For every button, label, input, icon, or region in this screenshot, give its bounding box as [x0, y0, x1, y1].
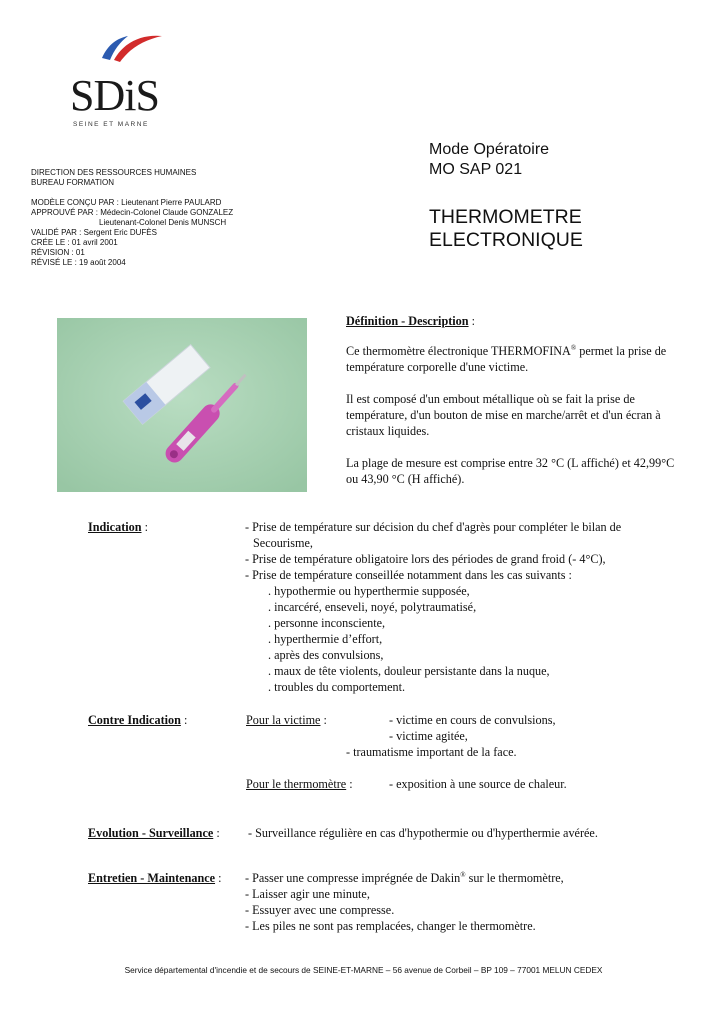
- definition-heading-suffix: :: [468, 314, 475, 328]
- approuve-text: APPROUVÉ PAR : Médecin-Colonel Claude GONZALEZ: [31, 208, 234, 217]
- pour-la-victime-suffix: :: [320, 713, 327, 727]
- indication-sub-item: . maux de tête violents, douleur persistante dans la nuque,: [268, 664, 550, 678]
- evolution-label-block: [88, 825, 220, 841]
- registered-mark: ®: [460, 871, 466, 879]
- definition-paragraph-2: Il est composé d'un embout métallique où se fait la prise de température, d'un bouton de mise en marche/arrêt et d'un écran à cristaux liquides.: [346, 392, 661, 438]
- indication-line-1b: Secourisme,: [253, 536, 313, 550]
- entretien-suffix: :: [215, 871, 222, 885]
- pour-le-thermometre-suffix: :: [346, 777, 353, 791]
- mode-code: MO SAP 021: [429, 161, 523, 178]
- document-title: [429, 206, 583, 252]
- entretien-label: Entretien - Maintenance: [88, 871, 216, 885]
- pour-le-thermometre-label: Pour le thermomètre: [246, 777, 347, 791]
- indication-sub-item: . après des convulsions,: [268, 648, 384, 662]
- valide-text: VALIDÉ PAR : Sergent Eric DUFÈS: [31, 228, 157, 237]
- entretien-body: [245, 870, 564, 934]
- entretien-l1-b: sur le thermomètre,: [465, 871, 564, 885]
- contre-indication-label: Contre Indication: [88, 713, 181, 727]
- pour-le-thermometre: [246, 776, 353, 792]
- victime-item-1: - victime en cours de convulsions,: [389, 713, 556, 727]
- title-line-2: ELECTRONIQUE: [429, 229, 583, 251]
- indication-label: Indication: [88, 520, 142, 534]
- entretien-line-4: - Les piles ne sont pas remplacées, changer le thermomètre.: [245, 919, 536, 933]
- indication-line-2: - Prise de température obligatoire lors des périodes de grand froid (- 4°C),: [245, 552, 606, 566]
- definition-paragraph-3: La plage de mesure est comprise entre 32 °C (L affiché) et 42,99°C ou 43,90 °C (H affiché).: [346, 456, 675, 486]
- page-footer: Service départemental d'incendie et de secours de SEINE-ET-MARNE – 56 avenue de Corbeil – BP 109 – 77001 MELUN CEDEX: [124, 965, 603, 975]
- definition-p1-a: Ce thermomètre électronique THERMOFINA: [346, 344, 571, 358]
- thermometer-photo: [57, 318, 307, 492]
- pour-la-victime: [246, 712, 327, 728]
- entretien-line-3: - Essuyer avec une compresse.: [245, 903, 395, 917]
- mode-operatoire-block: [429, 140, 549, 180]
- direction-text: DIRECTION DES RESSOURCES HUMAINES: [31, 168, 197, 177]
- indication-line-3: - Prise de température conseillée notamment dans les cas suivants :: [245, 568, 572, 582]
- entretien-l1-a: - Passer une compresse imprégnée de Dakin: [245, 871, 461, 885]
- pour-la-victime-label: Pour la victime: [246, 713, 321, 727]
- evolution-label: Evolution - Surveillance: [88, 826, 214, 840]
- registered-mark: ®: [570, 344, 577, 352]
- indication-sub-item: . personne inconsciente,: [268, 616, 386, 630]
- contre-indication-suffix: :: [180, 713, 188, 727]
- indication-sub-item: . hyperthermie d’effort,: [268, 632, 383, 646]
- entretien-line-1: [245, 870, 564, 886]
- contre-indication-label-block: [88, 712, 187, 728]
- indication-label-block: [88, 519, 148, 535]
- title-line-1: THERMOMETRE: [429, 206, 582, 228]
- indication-line-1: - Prise de température sur décision du chef d'agrès pour compléter le bilan de: [245, 520, 622, 534]
- concu-text: MODÈLE CONÇU PAR : Lieutenant Pierre PAULARD: [31, 198, 222, 207]
- admin-info: [31, 168, 233, 268]
- definition-heading: Définition - Description: [346, 314, 469, 328]
- victime-item-3: - traumatisme important de la face.: [346, 745, 517, 759]
- logo-wordmark: SDiS: [70, 71, 159, 120]
- definition-paragraph-1: [346, 343, 676, 375]
- indication-suffix: :: [141, 520, 148, 534]
- revision-text: RÉVISION : 01: [31, 248, 85, 257]
- bureau-text: BUREAU FORMATION: [31, 178, 114, 187]
- entretien-line-2: - Laisser agir une minute,: [245, 887, 370, 901]
- evolution-text: - Surveillance régulière en cas d'hypothermie ou d'hyperthermie avérée.: [248, 826, 598, 840]
- revise-text: RÉVISÉ LE : 19 août 2004: [31, 258, 126, 267]
- definition-p1-b: permet la prise de température corporelle d'une victime.: [346, 344, 667, 374]
- evolution-suffix: :: [213, 826, 220, 840]
- indication-sub-item: . troubles du comportement.: [268, 680, 406, 694]
- indication-sub-item: . incarcéré, enseveli, noyé, polytraumatisé,: [268, 600, 477, 614]
- approuve-text-2: Lieutenant-Colonel Denis MUNSCH: [99, 218, 227, 227]
- victime-item-2: - victime agitée,: [389, 729, 468, 743]
- mode-label: Mode Opératoire: [429, 141, 550, 158]
- indication-body: [245, 519, 665, 695]
- cree-text: CRÉE LE : 01 avril 2001: [31, 238, 118, 247]
- definition-section: [346, 313, 676, 503]
- logo-subtitle: SEINE ET MARNE: [73, 121, 149, 128]
- thermometre-item-1: - exposition à une source de chaleur.: [389, 777, 567, 791]
- indication-sub-item: . hypothermie ou hyperthermie supposée,: [268, 584, 470, 598]
- entretien-label-block: [88, 870, 221, 886]
